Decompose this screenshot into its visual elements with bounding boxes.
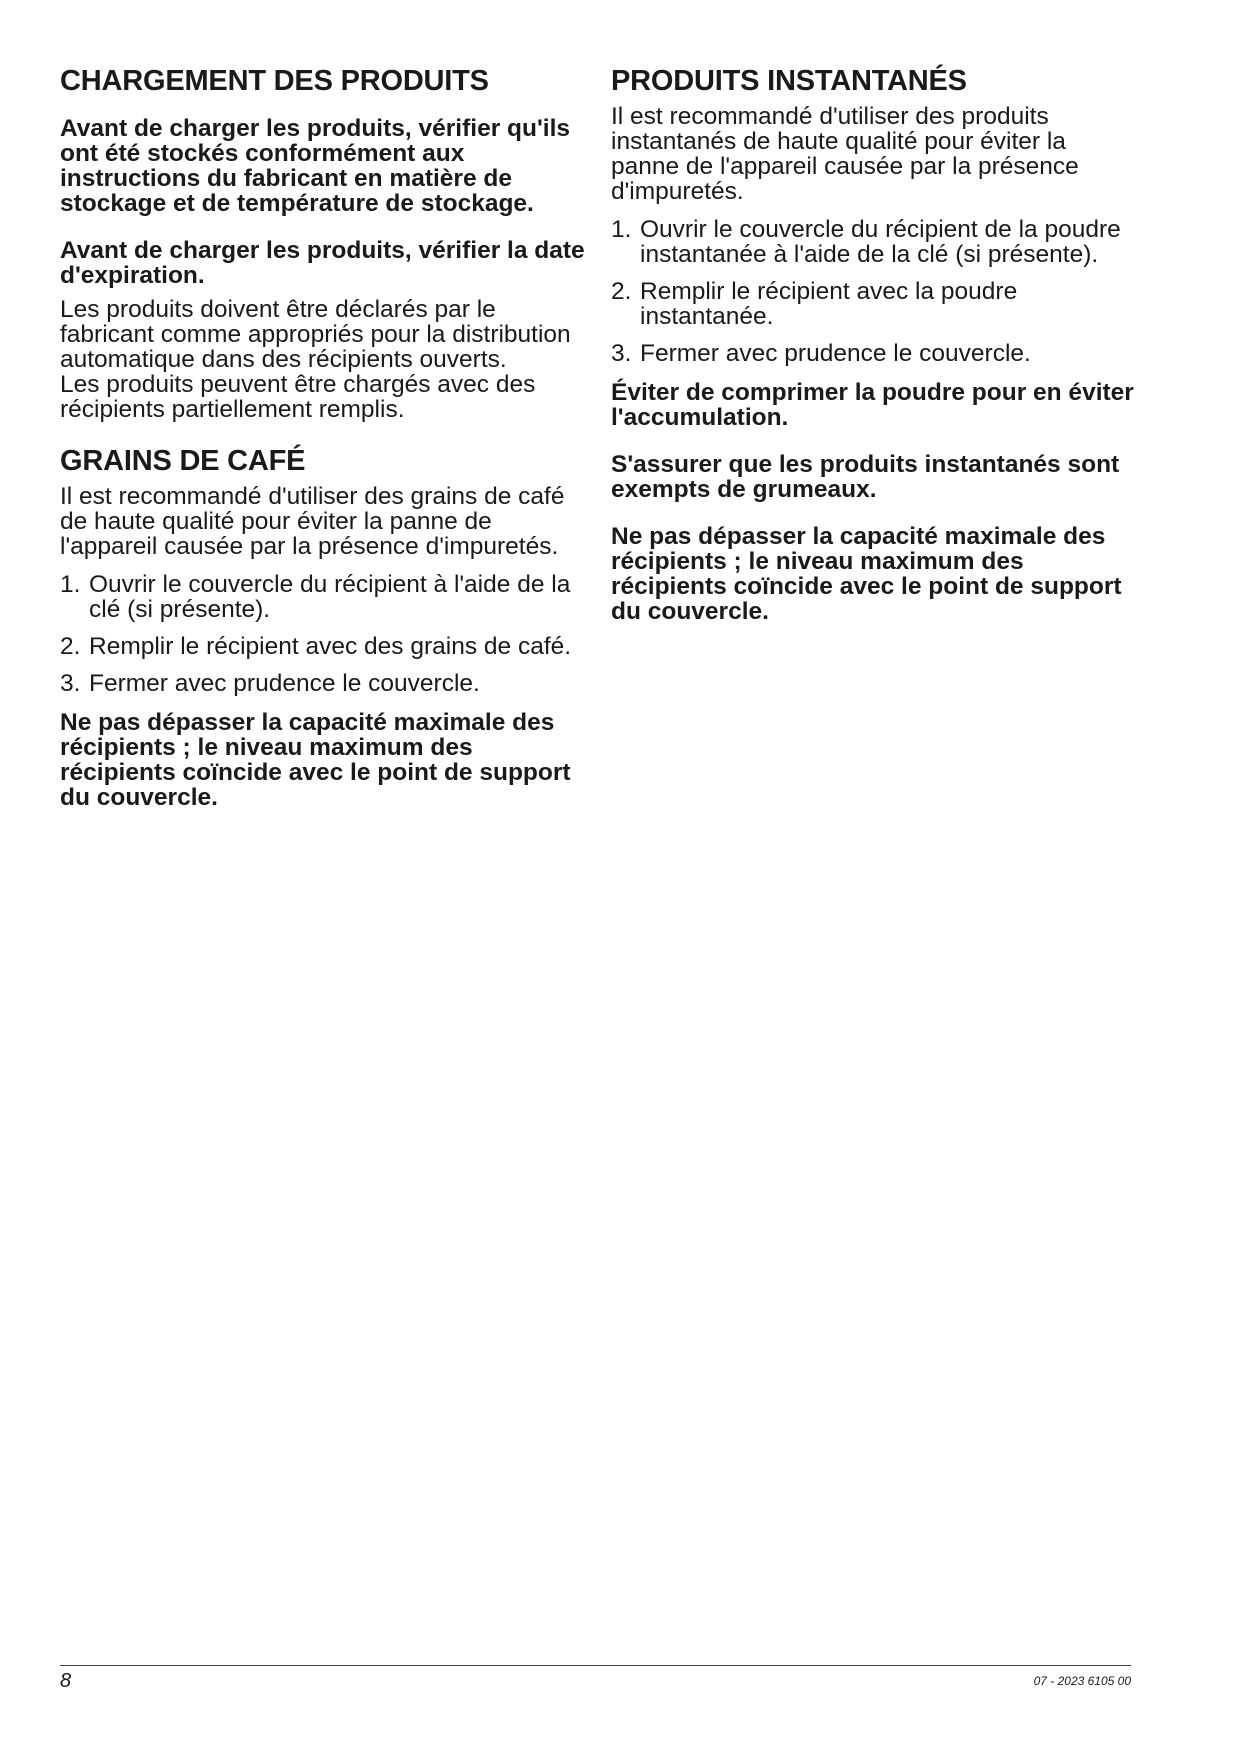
footer-divider	[60, 1665, 1131, 1666]
compression-warning: Éviter de comprimer la poudre pour en éviter l'accumulation.	[611, 379, 1134, 431]
section-heading-instantanes: PRODUITS INSTANTANÉS	[611, 65, 967, 97]
right-column	[611, 64, 1136, 624]
list-item	[611, 279, 1136, 329]
step-number: 1.	[611, 216, 632, 243]
coffee-quality-text: Il est recommandé d'utiliser des grains de café de haute qualité pour éviter la panne de l'appareil causée par la présence d'impuretés.	[60, 483, 565, 560]
step-text: Remplir le récipient avec des grains de café.	[89, 633, 572, 660]
instant-steps-list	[611, 217, 1136, 366]
list-item	[60, 572, 585, 622]
list-item	[611, 217, 1136, 267]
step-text: Ouvrir le couvercle du récipient à l'aide de la clé (si présente).	[89, 571, 571, 623]
storage-warning: Avant de charger les produits, vérifier qu'ils ont été stockés conformément aux instructions du fabricant en matière de stockage et de température de stockage.	[60, 115, 571, 217]
step-text: Fermer avec prudence le couvercle.	[89, 670, 480, 697]
left-column	[60, 64, 585, 810]
list-item	[611, 341, 1136, 366]
step-text: Ouvrir le couvercle du récipient de la poudre instantanée à l'aide de la clé (si présente).	[640, 216, 1121, 268]
step-number: 1.	[60, 571, 81, 598]
list-item	[60, 671, 585, 696]
list-item	[60, 634, 585, 659]
coffee-steps-list	[60, 572, 585, 696]
capacity-warning-instant: Ne pas dépasser la capacité maximale des récipients ; le niveau maximum des récipients coïncide avec le point de support du couvercle.	[611, 523, 1122, 625]
lumps-warning: S'assurer que les produits instantanés sont exempts de grumeaux.	[611, 451, 1120, 503]
products-declaration-text: Les produits doivent être déclarés par le fabricant comme appropriés pour la distribution automatique dans des récipients ouverts.	[60, 296, 571, 373]
section-heading-grains: GRAINS DE CAFÉ	[60, 445, 306, 477]
step-number: 2.	[611, 278, 632, 305]
capacity-warning-coffee: Ne pas dépasser la capacité maximale des récipients ; le niveau maximum des récipients coïncide avec le point de support du couvercle.	[60, 709, 571, 811]
section-heading-chargement: CHARGEMENT DES PRODUITS	[60, 65, 489, 97]
instant-quality-text: Il est recommandé d'utiliser des produits instantanés de haute qualité pour éviter la panne de l'appareil causée par la présence d'impuretés.	[611, 103, 1079, 205]
step-text: Remplir le récipient avec la poudre instantanée.	[640, 278, 1018, 330]
step-number: 3.	[611, 340, 632, 367]
step-text: Fermer avec prudence le couvercle.	[640, 340, 1031, 367]
step-number: 2.	[60, 633, 81, 660]
partial-fill-text: Les produits peuvent être chargés avec des récipients partiellement remplis.	[60, 371, 536, 423]
page-number: 8	[60, 1670, 72, 1692]
document-code: 07 - 2023 6105 00	[1033, 1674, 1131, 1688]
expiry-warning: Avant de charger les produits, vérifier la date d'expiration.	[60, 237, 585, 289]
step-number: 3.	[60, 670, 81, 697]
